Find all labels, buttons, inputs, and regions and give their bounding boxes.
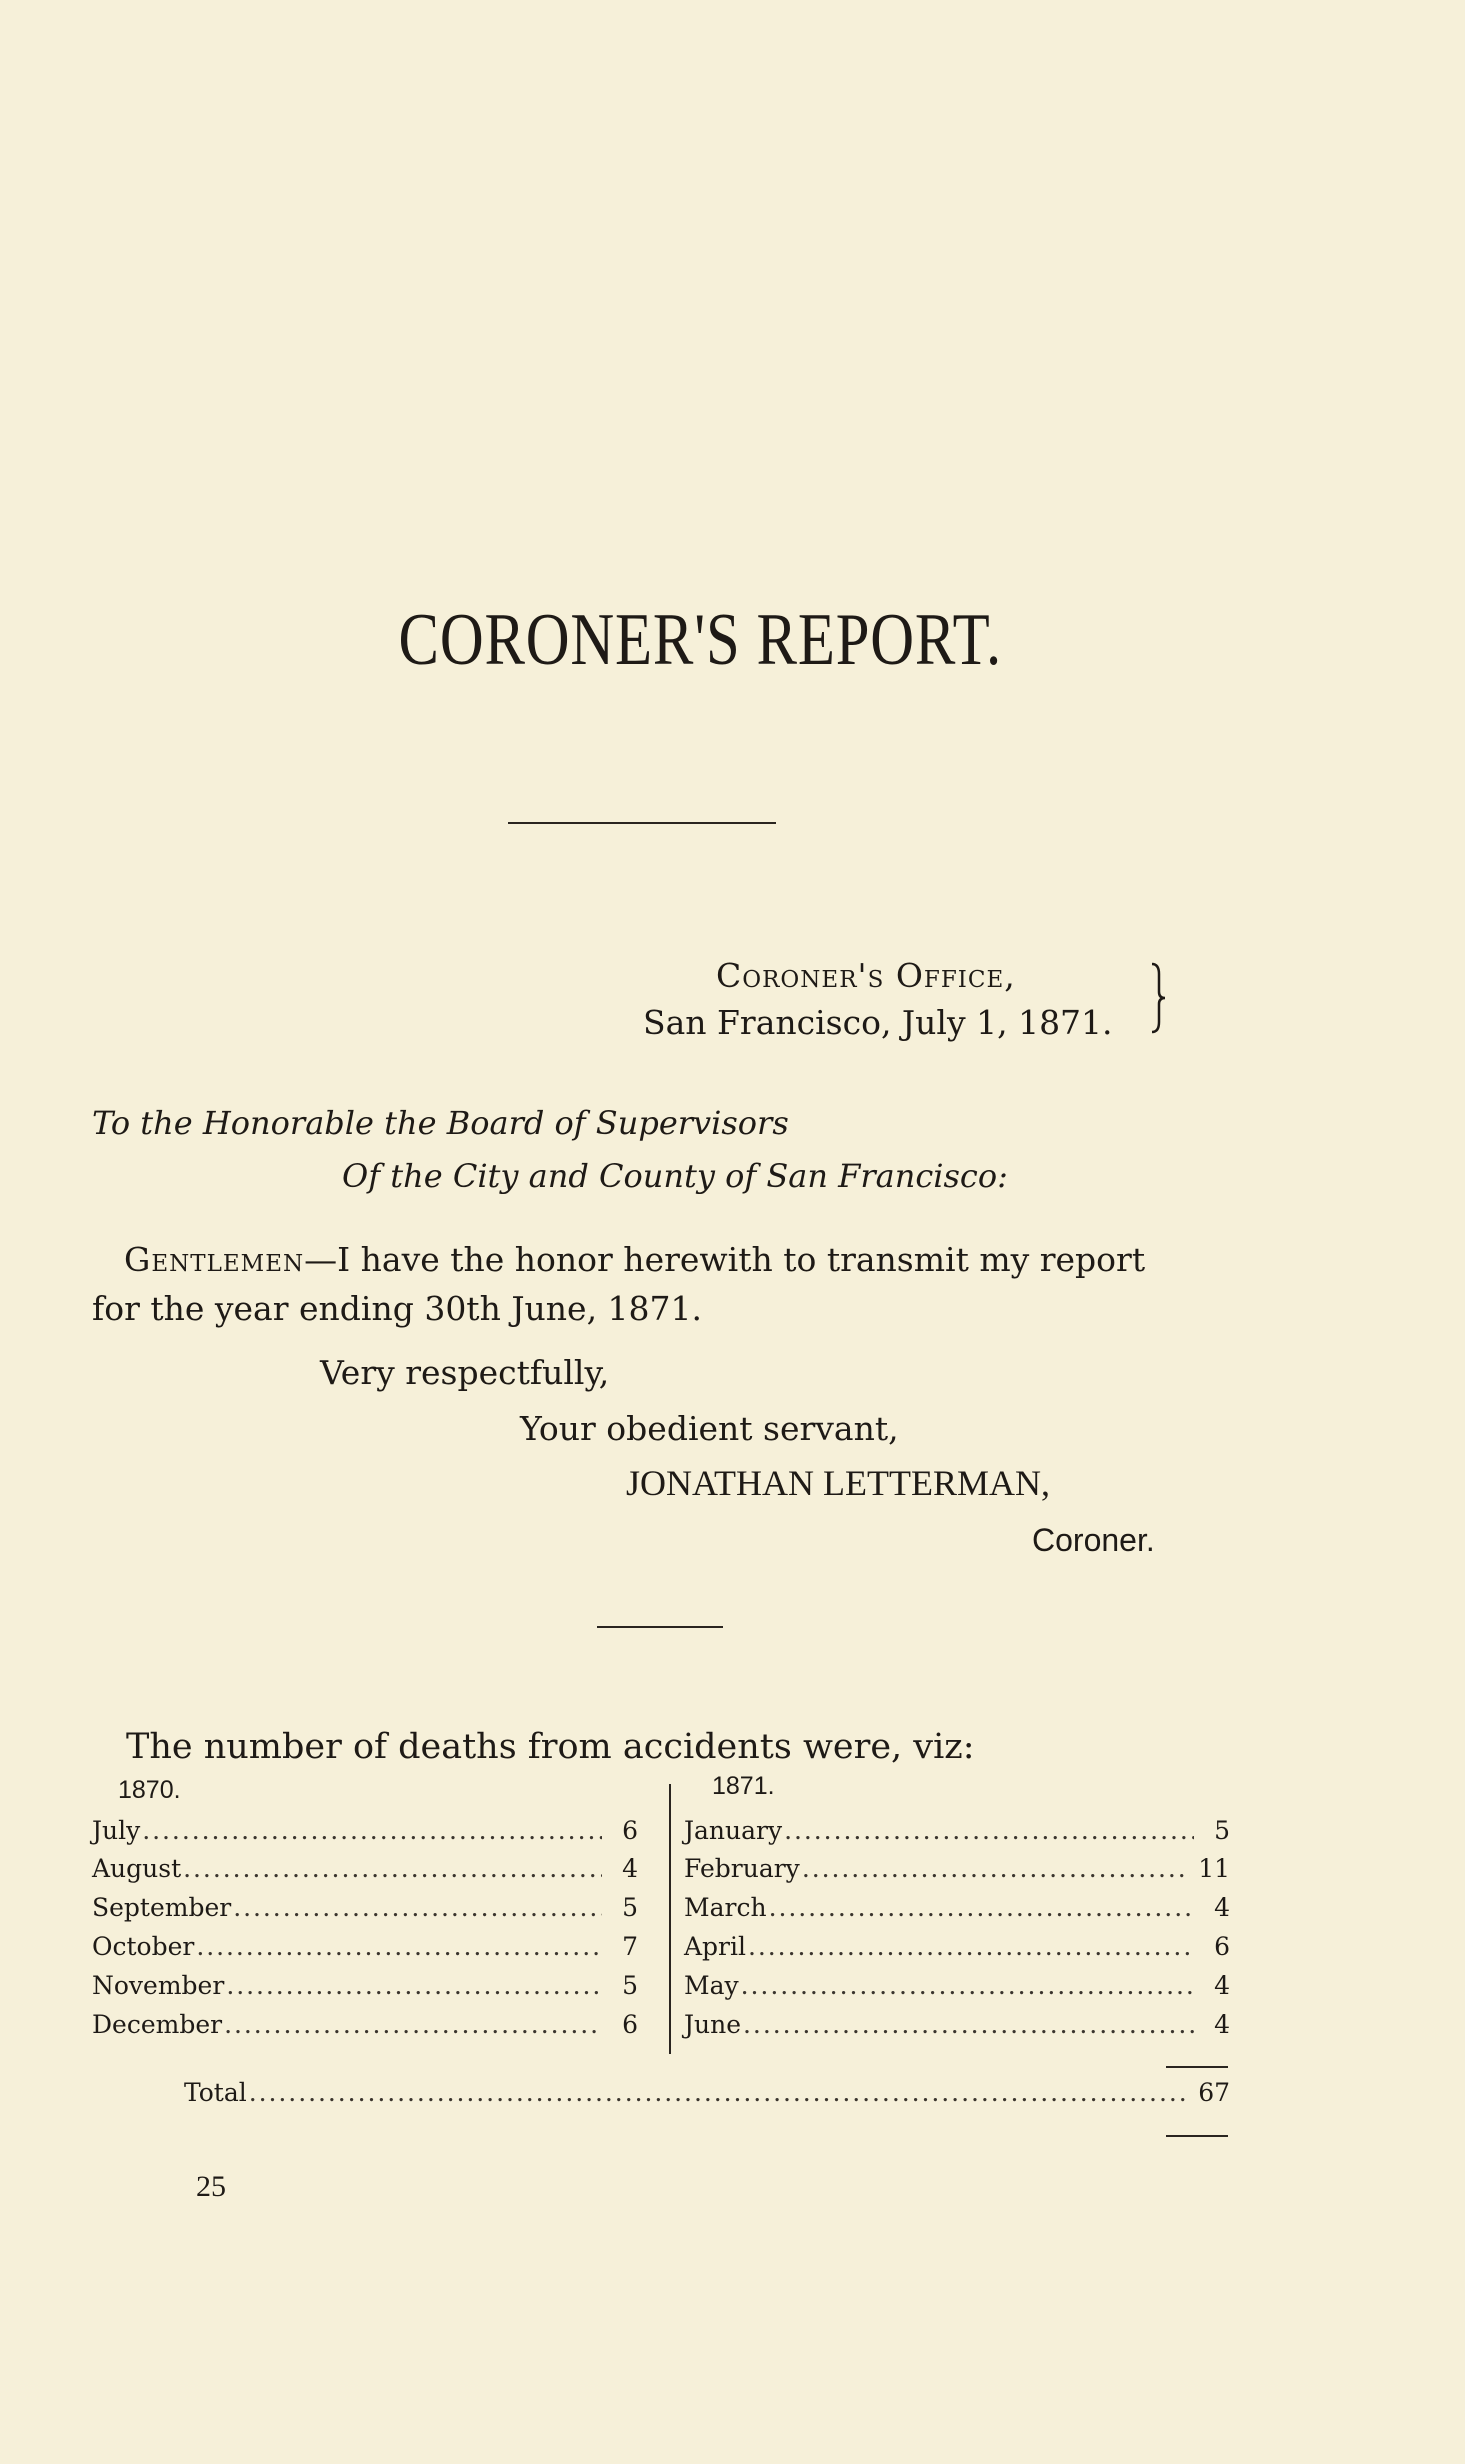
address-line-2: Of the City and County of San Francisco: [342, 1157, 1008, 1195]
table-row: August . . . 4 [92, 1854, 638, 1890]
table-row: November . . . 5 [92, 1971, 638, 2007]
address-line-1: To the Honorable the Board of Supervisors [92, 1104, 789, 1142]
place-date-line: San Francisco, July 1, 1871. [643, 1003, 1113, 1042]
page-title: CORONER'S REPORT. [398, 599, 1002, 681]
closing-2: Your obedient servant, [520, 1409, 899, 1448]
body-line-1: —I have the honor herewith to transmit my report [304, 1240, 1146, 1279]
title-divider [508, 822, 776, 824]
total-top-rule [1166, 2066, 1228, 2068]
body-line-2: for the year ending 30th June, 1871. [92, 1289, 703, 1328]
year-left: 1870. [118, 1776, 181, 1804]
table-row: December . . . 6 [92, 2010, 638, 2046]
table-row: April . . . 6 [684, 1932, 1230, 1968]
brace-mark [1150, 960, 1168, 1036]
total-row: Total . . . 67 [184, 2078, 1230, 2114]
salutation: Gentlemen [124, 1240, 305, 1279]
table-row: June . . . 4 [684, 2010, 1230, 2046]
table-row: July . . . 6 [92, 1816, 638, 1852]
table-row: September . . . 5 [92, 1893, 638, 1929]
total-bottom-rule [1166, 2135, 1228, 2137]
table-row: January . . . 5 [684, 1816, 1230, 1852]
letter-divider [597, 1626, 723, 1628]
letter-paragraph-line-1 [124, 1240, 1145, 1279]
column-separator [669, 1784, 671, 2054]
table-row: May . . . 4 [684, 1971, 1230, 2007]
deaths-intro: The number of deaths from accidents were, viz: [126, 1727, 975, 1767]
year-right: 1871. [712, 1772, 775, 1800]
closing-1: Very respectfully, [320, 1353, 610, 1392]
table-row: March . . . 4 [684, 1893, 1230, 1929]
page-number: 25 [196, 2170, 226, 2203]
signature: JONATHAN LETTERMAN, [626, 1463, 1050, 1503]
table-row: February . . . 11 [684, 1854, 1230, 1890]
table-row: October . . . 7 [92, 1932, 638, 1968]
office-line: Coroner's Office, [716, 956, 1016, 995]
signer-position: Coroner. [1032, 1522, 1155, 1558]
